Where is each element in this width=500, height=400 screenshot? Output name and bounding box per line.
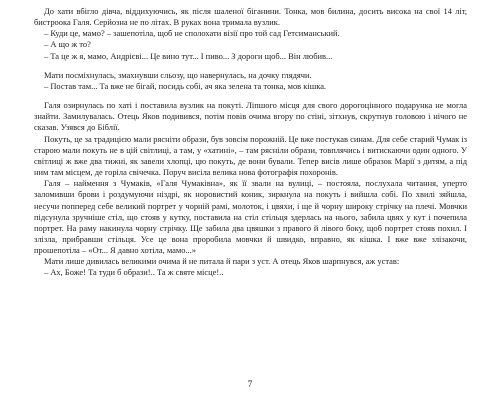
paragraph: Мати лише дивилась великими очима й не питала й пари з уст. А отець Яков шарпнувся, аж устав: <box>44 256 400 267</box>
paragraph: Галя – наймення з Чумаків, «Галя Чумаківна», як її звали на вулиці, – постояла, послухала читання, уперто заломивши брови і роздумуючи ніздрі, як норовистий коник, зиркнула на покуть і вийшла собі. По хвилі зяйшла, несучи попперед себе великий портрет у чорній рамі, молоток, і цвяхи, і ще й чорну широку стрічку на плечі. Мовчки підсунула зручніше стіл, що стояв у кутку, поставила на стіл стільця здерлась на нього, забила цвях у кут і почепила портрет. На раму накинула чорну стрічку. Ще забила два цвяшки з правого й лівого боку, щоб портрет стояв похил. І злізла, прибравши стільця. Усе це вона проробила мовчки й швидко, вправно, як кішка. І вже вже злізакочи, прошепотіла – «От... Я давно хотіла, мамо...» <box>34 178 467 256</box>
body-text <box>34 6 467 279</box>
paragraph: Покуть, це за традицією мали рясніти образи, був зовсім порожній. Це вже постукав синам. Для себе старий Чумак із старою мали покуть не в цій світлиці, а там, у «хатині», – там рясніли образи, товплячись і витискаючи один одного. У світлиці ж вже два тижні, як завели хлопці, цю покуть, де вони бували. Тепер висів лише образок Марії з дитям, а під ним там місцем, де горіла свічечка. Поруч висіла велика нова фотографія похоронів. <box>34 133 467 178</box>
paragraph: Мати посміхнулась, змахнувши сльозу, що навернулась, на дочку глядячи. <box>44 69 312 80</box>
page-number: 7 <box>247 380 253 390</box>
paragraph: – Куди це, мамо? – зашепотіла, щоб не сполохати візії про той сад Гетсиманський. <box>44 28 340 39</box>
paragraph: – А що ж то? <box>44 39 91 50</box>
paragraph: – Ах, Боже! Та туди б образи!.. Та ж святе місце!.. <box>44 267 224 278</box>
paragraph: – Постав там... Та вже не бігай, посидь собі, ач яка зелена та тонка, мов кішка. <box>44 80 327 91</box>
paragraph: – Та це ж я, мамо, Андрієві... Це вино тут... І пиво... З дороги щоб... Він любив... <box>44 50 333 61</box>
paragraph: До хати вбігло дівча, віддихуючись, як після шаленої біганини. Тонка, мов билина, досить висока на свої 14 літ, бистроока Галя. Серйозна не по літах. В руках вона тримала вузлик. <box>34 6 467 28</box>
paragraph: Галя озирнулась по хаті і поставила вузлик на покуті. Ліпшого місця для свого дорогоцінного подарунка не могла знайти. Замилувалась. Отець Яков подивився, потім повів очима вгору по стіні, зітхнув, скрутнув головою і нічого не сказав. Узявся до Біблії. <box>34 100 467 133</box>
